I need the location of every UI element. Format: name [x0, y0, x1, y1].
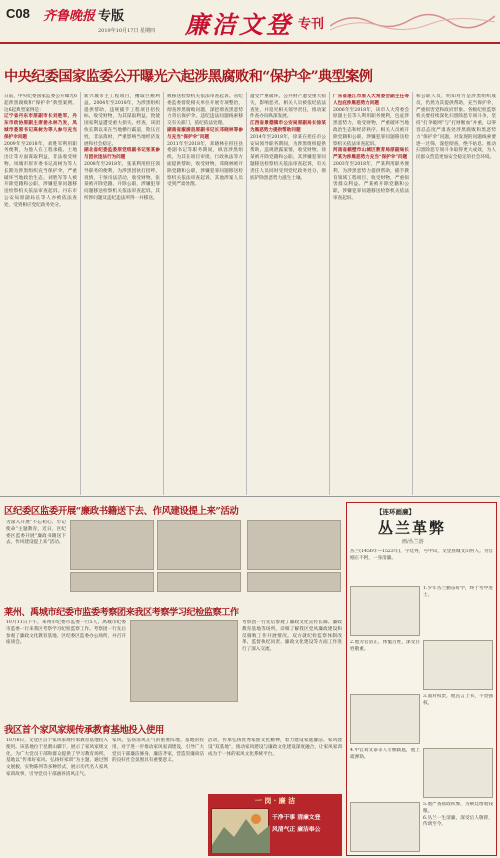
ad-line-1: 干净干事 清廉文登 [272, 815, 321, 821]
main-column-6: 和公职人员，明知对方是涉黑组织成员，仍然为其提供帮助，充当保护伞，严重损害党和政府形象。各级纪检监察机关要持续深化扫黑除恶专项斗争，坚持“打伞破网”与“打财断血”并重，以零容忍态度严肃查处涉黑腐败和黑恶势力“保护伞”问题，对发现的问题线索要逐一过筛，深挖彻查，绝不姑息，推动扫黑除恶专项斗争取得更大成效，为人民群众营造更加安全稳定的社会环境。 [416, 94, 496, 161]
comic-panel-1 [350, 586, 420, 636]
main-column-3: 被移送检察机关依法审查起诉。省纪委监委督促相关单位开展专项整治，彻查涉黑腐败问题，深挖彻查黑恶势力背后保护伞。违纪违法问题线索移交有关部门，依纪依法处理。 湖南省溆浦县原副书记长邓晓林等参与充当“保护伞”问题 2011年至2018年，邓晓林在担任县委副书记等职务期间，纵容涉黑组织，为其在项目审批、行政执法等方面提供帮助，收受财物。邓晓林被开除党籍和公职，涉嫌犯罪问题移送检察机关依法审查起诉，其他涉案人员受到严肃处理。 [167, 94, 243, 188]
ad-banner [208, 794, 342, 856]
article3-headline: 我区首个家风家规传承教育基地投入使用 [4, 725, 164, 736]
case-head-5: 广东省湛江市原人大常委会副主任等人包庇涉黑恶势力问题 [333, 94, 409, 106]
visit-photo [130, 620, 238, 702]
column-byline: 画/丛兰溶 [402, 539, 424, 545]
case-head-4: 江西省景德镇市公安局原副局长徐某为黑恶势力提供帮助问题 [250, 121, 326, 133]
comic-caption-3: 3.面对权贵，他直言上书，不畏强权。 [423, 694, 493, 706]
header-rule [0, 42, 500, 44]
column-divider [163, 92, 164, 495]
masthead [0, 0, 500, 42]
column-divider [246, 92, 247, 495]
column-divider [80, 92, 81, 495]
ad-line-2: 风清气正 廉洁奉公 [272, 827, 321, 833]
main-column-4: 遭受严重破坏。公共财产遭受重大损失，影响恶劣。相关人员被依纪依法查处，并追究相关领导责任，推动案件查办向纵深发展。 江西省景德镇市公安局原副局长徐某为黑恶势力提供帮助问题 2014年至2018年，徐某在担任市公安局领导职务期间，为涉黑组织提供帮助，违规泄露案情，收受财物。徐某被开除党籍和公职，其涉嫌犯罪问题移送检察机关依法审查起诉，有关责任人员同时受到党纪政务处分，彻底铲除黑恶势力滋生土壤。 [250, 94, 326, 181]
column-intro-text: 丛兰(1456年—1523年)，字廷秀，号中山，文登县城文山村人。为官刚正不阿，一身清廉。 [350, 549, 493, 561]
event-photo-5 [157, 572, 241, 592]
ad-brand: 一 岗 · 廉 洁 [254, 796, 296, 805]
photo-article-lead-text: 为深入开展“不忘初心、牢记使命”主题教育，近日，区纪委区监委开展“廉政书籍送下去、作风建设提上来”活动。 [6, 520, 66, 546]
comic-caption-1: 1.少年丛兰勤奋好学，终于考中进士。 [423, 586, 493, 598]
main-column-5: 广东省湛江市原人大常委会副主任等人包庇涉黑恶势力问题 2006年至2018年，该市人大常委会原副主任等人利用职务便利，包庇涉黑恶势力，收受财物，严重破坏当地政治生态和经济秩序。相关人员被开除党籍和公职，涉嫌犯罪问题移送检察机关依法审查起诉。 河南省鹤壁市山城区教育局原副局长严某为涉黑恶势力充当“保护伞”问题 2003年至2018年，严某利用职务便利，为涉黑恶势力提供帮助，插手教育领域工程项目，收受财物，严重损害群众利益。严某被开除党籍和公职，涉嫌犯罪问题移送检察机关依法审查起诉。 [333, 94, 409, 201]
event-photo-1 [70, 520, 154, 570]
column-intro [350, 549, 493, 583]
special-tag: 专刊 [298, 17, 325, 32]
photo-article-headline: 区纪委区监委开展“廉政书籍送下去、作风建设提上来”活动 [4, 506, 239, 517]
column-title: 丛兰革弊 [378, 519, 447, 537]
comic-panel-3 [350, 694, 420, 744]
main-headline: 中央纪委国家监委公开曝光六起涉黑腐败和“保护伞”典型案例 [4, 69, 373, 85]
case-head-1: 辽宁省丹东市原副市长刘胜军，丹东市政协原副主席姜永林乃发，凤城市委原书记高树为等人参与充当保护伞问题 [4, 114, 77, 140]
event-photo-4 [70, 572, 154, 592]
comic-panel-4 [423, 748, 493, 798]
article3-col-2: 家风，弘扬清风正气的重要阵地。基地的投用，对于进一步推动家风家训建设，引导广大党员干部廉洁修身、廉洁齐家，营造崇廉尚洁的良好社会氛围具有重要意义。 [112, 738, 204, 764]
comic-caption-5-text: 5.他严查盐政积弊，为朝廷增收钱粮。 [423, 802, 493, 814]
column-divider [412, 92, 413, 495]
special-title: 廉洁文登 [185, 10, 293, 39]
article3-col-3: 活动，传承弘扬优秀家族文化精神，着力建设家庭廉洁、家风建设“双基地”，推动家风建设与廉政文化建设深度融合，让家风家训成为于一体的家风文化系统平台。 [208, 738, 342, 757]
article3-col-1: 10月6日，文登区首个家风家规传承教育基地投入使用。该基地位于昆嵛山脚下，展示了家风家规文化，为广大党员干部和群众提供了学习教育场所。 基地以“传承好家风、弘扬好家训”为主题，通过图文展板、实物陈列等多种形式，展示历代名人家风家训故事，引导党员干部涵养清风正气。 [6, 738, 108, 777]
section-rule [0, 496, 500, 497]
column-tag: 【连环画廉】 [376, 508, 415, 516]
comic-caption-4: 4.中官刘文泰等人专横跋扈，他上疏弹劾。 [350, 748, 420, 760]
main-intro: 日前，中央纪委国家监委公开曝光6起涉黑腐败和“保护伞”典型案例。这6起典型案例是： [4, 94, 77, 113]
page-number: C08 [6, 6, 30, 21]
section-tag: 专版 [98, 9, 125, 24]
column-divider [329, 92, 330, 495]
photo-article-lead [6, 520, 66, 592]
comic-caption-5 [423, 802, 493, 852]
comic-caption-6-text: 6.丛兰一生清廉，深受后人敬仰，传颂至今。 [423, 815, 493, 828]
event-photo-2 [157, 520, 241, 570]
main-column-1: 日前，中央纪委国家监委公开曝光6起涉黑腐败和“保护伞”典型案例。这6起典型案例是： 辽宁省丹东市原副市长刘胜军，丹东市政协原副主席姜永林乃发，凤城市委原书记高树为等人参与充当保护伞问题 2009年至2018年，刘胜军利用职务便利，为他人在工程承揽、土地出让等方面谋取利益，非法收受财物。凤城市原市委书记高树为等人长期为涉黑组织充当保护伞，严重破坏当地政治生态。刘胜军等人被开除党籍和公职，涉嫌犯罪问题移送检察机关依法审查起诉。丹东市公安局原副局长等人亦被依法查处，受到相应党纪政务处分。 [4, 94, 77, 208]
case-head-3: 湖南省溆浦县原副书记长邓晓林等参与充当“保护伞”问题 [167, 127, 243, 140]
case-head-6: 河南省鹤壁市山城区教育局原副局长严某为涉黑恶势力充当“保护伞”问题 [333, 148, 409, 161]
paper-name: 齐鲁晚报 [43, 9, 96, 24]
article2-continued: 考察团一行先后参观了廉政文化宣传长廊、廉政教育基地等场所，详细了解我区党风廉政建设和反腐败工作开展情况。双方就纪检监察体制改革、监督执纪问责、廉政文化建设等方面工作进行了深入交流。 [242, 620, 342, 653]
ad-landscape [211, 808, 269, 852]
article2-body-text: 10月11日下午，莱州市纪委市监委一行5人，禹城市纪委市监委一行来我区考察学习纪检监察工作。考察团一行先后参观了廉政文化教育基地、区纪委区监委办公场所，并召开座谈会。 [6, 620, 126, 646]
header-wave-decoration [330, 10, 495, 32]
issue-date: 2019年10月17日 星期四 [98, 28, 156, 34]
comic-caption-2: 2.他为官清正，体恤百姓，深受百姓敬重。 [350, 640, 420, 652]
article2-body [6, 620, 126, 716]
event-photo-3 [247, 520, 341, 570]
case-head-2: 湖北省纪委监委原党组副书记张某参与团伙违法行为问题 [84, 148, 160, 161]
event-photo-6 [247, 572, 341, 592]
comic-panel-2 [423, 640, 493, 690]
article2-headline: 莱州、禹城市纪委市监委考察团来我区考察学习纪检监察工作 [4, 607, 239, 618]
main-column-2: 新兴城市主工程项目，攫取巨额利益。2004年至2018年，为涉黑组织提供帮助，违规插手工程项目招投标，收受财物，为其谋取利益，致使国家利益遭受重大损失。经查，该团伙长期以来在当地横行霸道，欺压百姓，非法敛财，严重影响当地经济发展和社会稳定。 湖北省纪委监委原党组副书记张某参与团伙违法行为问题 2008年至2018年，张某利用担任领导职务的便利，为涉黑团伙打招呼、说情，干预司法活动，收受财物。张某被开除党籍、开除公职，涉嫌犯罪问题移送检察机关依法审查起诉。其所涉问题及违纪违法所得一并移送。 [84, 94, 160, 201]
article3-body-text: 10月6日，文登区首个家风家规传承教育基地投入使用。该基地位于昆嵛山脚下，展示了家风家规文化，为广大党员干部和群众提供了学习教育场所。 [6, 738, 108, 757]
comic-panel-5 [350, 802, 420, 852]
